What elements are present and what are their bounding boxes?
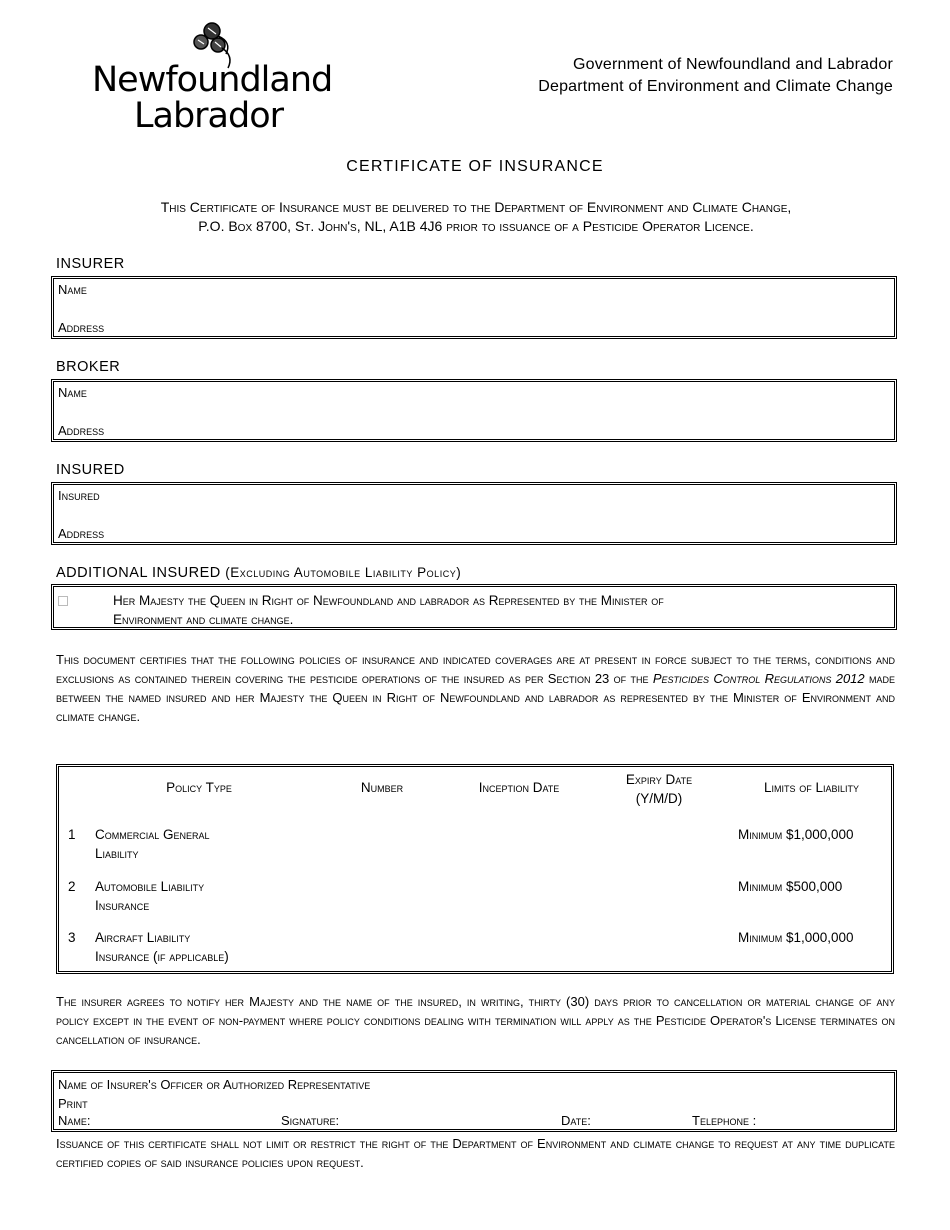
broker-address-label: Address [58, 423, 105, 438]
notify-paragraph: The insurer agrees to notify her Majesty and the name of the insured, in writing, thirty (30) days prior to cancellation or material change of any policy except in the event of non-payment where policy conditions dealing with termination will apply as the Pesticide Operator's License terminates on cancellation of insurance. [56, 994, 895, 1047]
telephone-label: Telephone : [692, 1113, 757, 1128]
signature-box[interactable] [51, 1070, 897, 1132]
name-label: Name: [58, 1113, 91, 1128]
regulation-title: Pesticides Control Regulations 2012 [652, 671, 865, 686]
header-expiry-line-1: Expiry Date [625, 772, 693, 787]
logo-line-1: Newfoundland [92, 60, 333, 100]
intro-line-2: P.O. Box 8700, St. John's, NL, A1B 4J6 prior to issuance of a Pesticide Operator Licence. [198, 218, 754, 234]
additional-line-1: Her Majesty the Queen in Right of Newfoundland and labrador as Represented by the Minister of [113, 593, 664, 608]
government-name: Government of Newfoundland and Labrador [572, 56, 893, 73]
header-policy-type: Policy Type [166, 780, 232, 795]
row-policy-type [95, 825, 210, 863]
page-title: CERTIFICATE OF INSURANCE [346, 158, 604, 175]
policy-table [56, 764, 894, 974]
insurer-box[interactable] [51, 276, 897, 339]
insured-box[interactable] [51, 482, 897, 545]
additional-insured-heading [56, 565, 461, 581]
header-inception-date: Inception Date [478, 780, 560, 795]
broker-heading: BROKER [56, 359, 121, 375]
additional-line-2: Environment and climate change. [113, 612, 294, 627]
representative-title: Name of Insurer's Officer or Authorized Representative [58, 1077, 371, 1092]
certify-part-2: made between the named insured and her Majesty the Queen in Right of Newfoundland and labrador as represented by the Minister of Environment and climate change. [56, 671, 895, 724]
representative-label [58, 1075, 370, 1113]
row-number: 1 [68, 827, 76, 842]
row-number: 3 [68, 930, 76, 945]
row-policy-type [95, 877, 204, 915]
logo-line-2: Labrador [134, 96, 284, 136]
signature-label: Signature: [281, 1113, 340, 1128]
row-type-line-2: Insurance (if applicable) [95, 949, 229, 964]
additional-insured-checkbox[interactable] [58, 596, 68, 606]
row-limit: Minimum $1,000,000 [738, 930, 854, 945]
print-label: Print [58, 1096, 88, 1111]
row-type-line-2: Liability [95, 846, 139, 861]
department-name: Department of Environment and Climate Change [538, 78, 893, 95]
row-limit: Minimum $1,000,000 [738, 827, 854, 842]
row-type-line-1: Commercial General [95, 827, 210, 842]
logo [92, 20, 333, 138]
intro-line-1: This Certificate of Insurance must be delivered to the Department of Environment and Climate Change, [160, 199, 792, 215]
row-type-line-2: Insurance [95, 898, 150, 913]
header-expiry-line-2: (Y/M/D) [635, 791, 683, 806]
insured-name-label: Insured [58, 488, 100, 503]
insurer-name-label: Name [58, 282, 87, 297]
header-expiry-date [599, 770, 719, 808]
row-number: 2 [68, 879, 76, 894]
intro-text [56, 198, 896, 236]
government-header [538, 54, 893, 98]
row-limit: Minimum $500,000 [738, 879, 843, 894]
footer-note: Issuance of this certificate shall not limit or restrict the right of the Department of Environment and climate change to request at any time duplicate certified copies of said insurance policies upon request. [56, 1136, 895, 1170]
header-limits: Limits of Liability [763, 780, 860, 795]
additional-heading-note: (Excluding Automobile Liability Policy) [225, 565, 462, 580]
broker-box[interactable] [51, 379, 897, 442]
row-type-line-1: Automobile Liability [95, 879, 205, 894]
row-type-line-1: Aircraft Liability [95, 930, 191, 945]
insurer-heading: INSURER [56, 256, 125, 272]
certify-part-1: This document certifies that the following policies of insurance and indicated coverages are at present in force subject to the terms, conditions and exclusions as contained therein covering the pesticide operations of the insured as per Section 23 of the [56, 652, 895, 686]
additional-insured-box [51, 584, 897, 630]
insured-heading: INSURED [56, 462, 125, 478]
additional-heading-text: ADDITIONAL INSURED [56, 565, 221, 581]
certification-paragraph [56, 650, 895, 726]
insurer-address-label: Address [58, 320, 105, 335]
broker-name-label: Name [58, 385, 87, 400]
insured-address-label: Address [58, 526, 105, 541]
date-label: Date: [561, 1113, 591, 1128]
header-number: Number [360, 780, 404, 795]
additional-insured-text [113, 591, 664, 629]
row-policy-type [95, 928, 229, 966]
